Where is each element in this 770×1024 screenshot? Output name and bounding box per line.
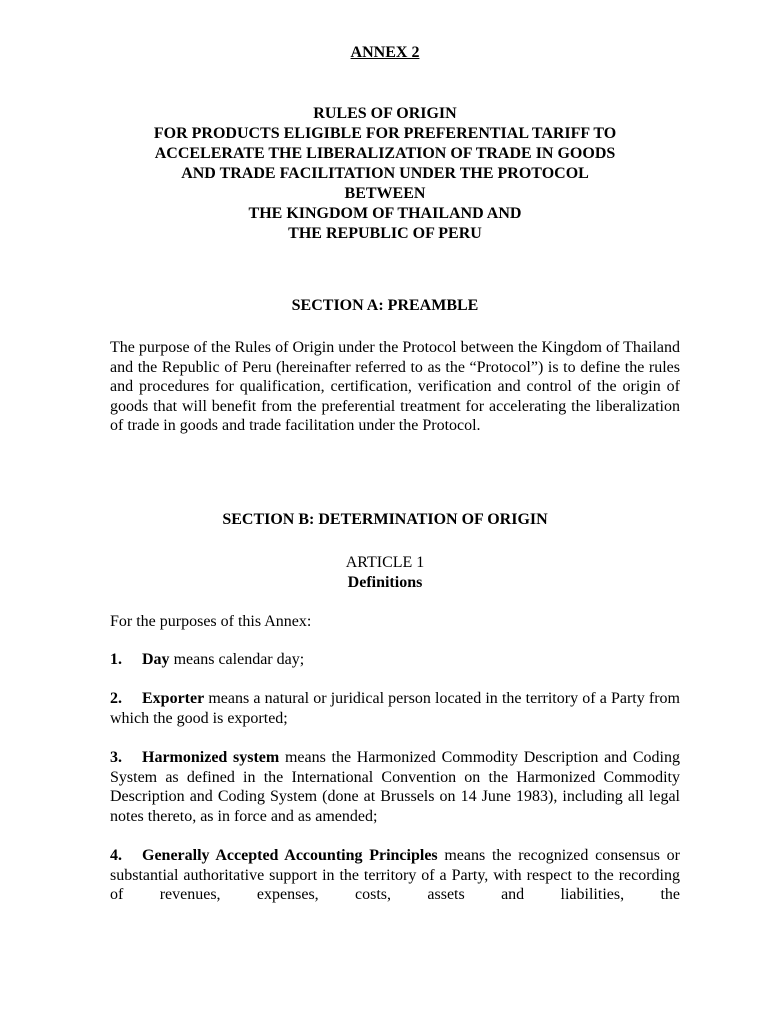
definitions-intro: For the purposes of this Annex: bbox=[110, 613, 312, 630]
title-line: AND TRADE FACILITATION UNDER THE PROTOCOL bbox=[181, 165, 589, 182]
title-line: FOR PRODUCTS ELIGIBLE FOR PREFERENTIAL TARIFF TO bbox=[153, 125, 617, 142]
preamble-paragraph: The purpose of the Rules of Origin under the Protocol between the Kingdom of Thailand and the Republic of Peru (hereinafter referred to as the “Protocol”) is to define the rules and procedures for qualification, certification, verification and control of the origin of goods that will benefit from the preferential treatment for accelerating the liberalization of trade in goods and trade facilitation under the Protocol. bbox=[110, 339, 680, 435]
definition-text: means the recognized consensus or substantial authoritative support in the territory of a Party, with respect to the recording of revenues, expenses, costs, assets and liabilities, the bbox=[110, 847, 681, 904]
definition-term: Generally Accepted Accounting Principles bbox=[142, 847, 438, 864]
definition-term: Day bbox=[142, 651, 170, 668]
title-line: RULES OF ORIGIN bbox=[313, 105, 457, 122]
definition-term: Harmonized system bbox=[142, 749, 280, 766]
section-a-heading: SECTION A: PREAMBLE bbox=[291, 297, 479, 314]
title-line: ACCELERATE THE LIBERALIZATION OF TRADE IN GOODS bbox=[154, 145, 616, 162]
document-title bbox=[95, 104, 675, 244]
definition-number: 3. bbox=[110, 749, 122, 766]
definition-item bbox=[110, 748, 680, 826]
article-heading bbox=[0, 553, 770, 593]
title-line: BETWEEN bbox=[344, 185, 426, 202]
definition-term: Exporter bbox=[142, 690, 205, 707]
title-line: THE REPUBLIC OF PERU bbox=[288, 225, 482, 242]
definition-text: means calendar day; bbox=[169, 651, 305, 668]
definition-number: 2. bbox=[110, 690, 122, 707]
definition-number: 1. bbox=[110, 651, 122, 668]
article-title: Definitions bbox=[347, 574, 423, 591]
article-number: ARTICLE 1 bbox=[345, 554, 425, 571]
definition-text: means the Harmonized Commodity Description and Coding System as defined in the International Convention on the Harmonized Commodity Description and Coding System (done at Brussels on 14 June 1983), including all legal notes thereto, as in force and as amended; bbox=[110, 749, 681, 825]
section-b-heading: SECTION B: DETERMINATION OF ORIGIN bbox=[222, 511, 548, 528]
annex-label: ANNEX 2 bbox=[350, 44, 420, 61]
definition-item bbox=[110, 689, 680, 728]
definition-item bbox=[110, 846, 680, 905]
definition-item bbox=[110, 650, 680, 670]
definition-number: 4. bbox=[110, 847, 122, 864]
title-line: THE KINGDOM OF THAILAND AND bbox=[248, 205, 522, 222]
definition-text: means a natural or juridical person located in the territory of a Party from which the good is exported; bbox=[110, 690, 680, 727]
